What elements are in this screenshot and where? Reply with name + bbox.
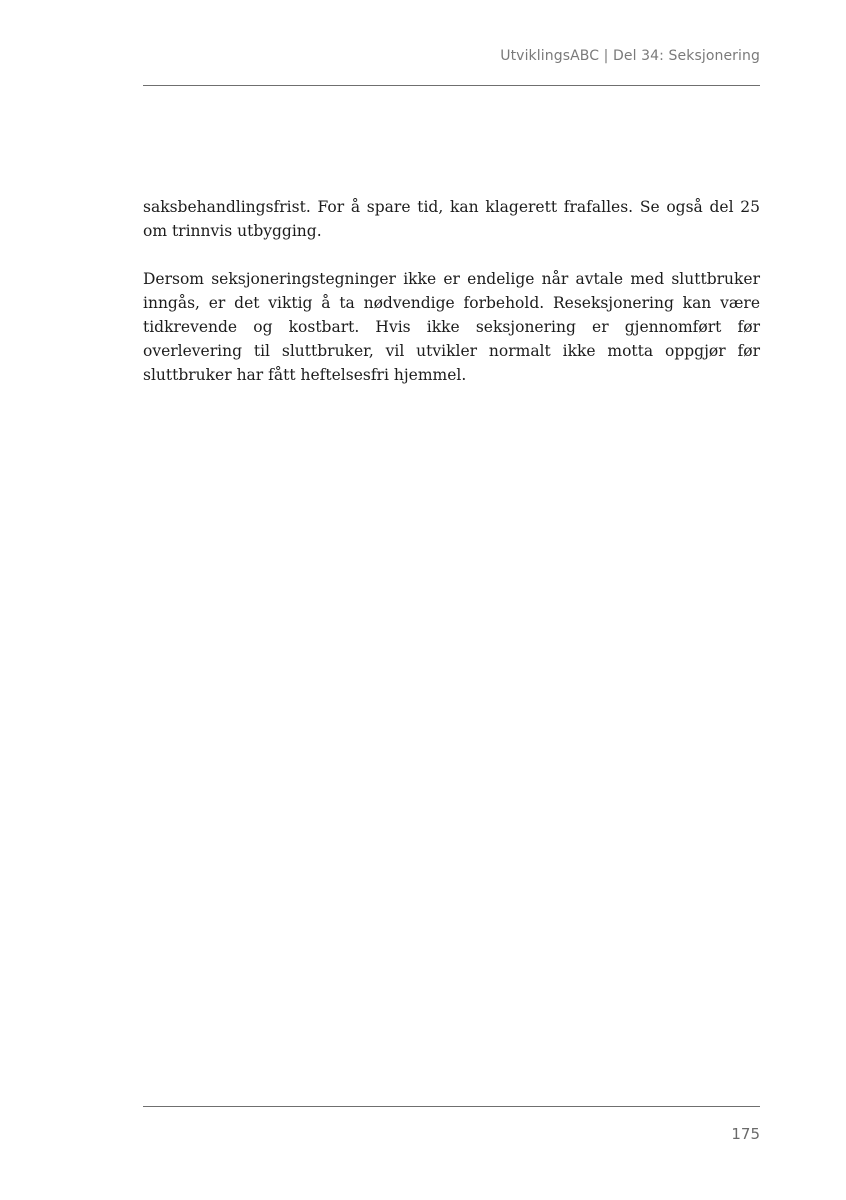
header-divider	[143, 85, 760, 86]
running-header: UtviklingsABC | Del 34: Seksjonering	[500, 48, 760, 64]
paragraph: saksbehandlingsfrist. For å spare tid, kan klagerett frafalles. Se også del 25 om trinnvis utbygging.	[143, 198, 760, 240]
footer-divider	[143, 1106, 760, 1107]
page-number: 175	[731, 1125, 760, 1143]
paragraph: Dersom seksjoneringstegninger ikke er endelige når avtale med sluttbruker inngås, er det viktig å ta nødvendige forbehold. Reseksjonering kan være tidkrevende og kostbart. Hvis ikke seksjonering er gjennomført før overlevering til sluttbruker, vil utvikler normalt ikke motta oppgjør før sluttbruker har fått heftelsesfri hjemmel.	[143, 270, 760, 384]
body-text	[143, 195, 760, 411]
